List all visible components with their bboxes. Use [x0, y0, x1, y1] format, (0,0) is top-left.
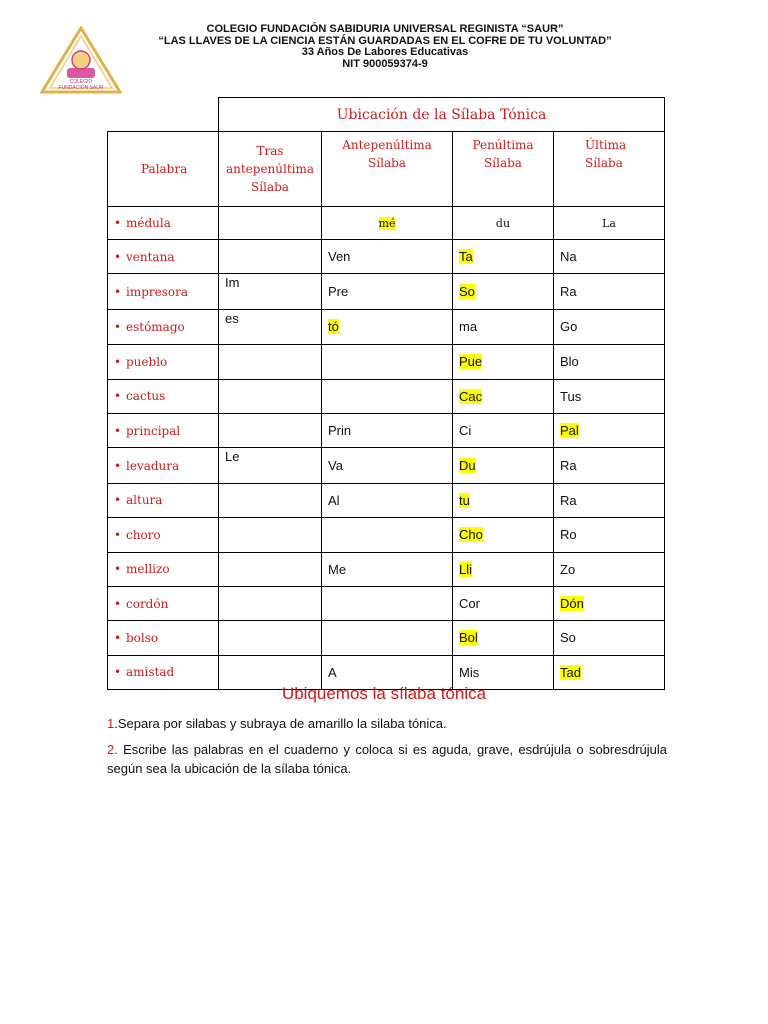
- syllable-text: Blo: [560, 354, 579, 370]
- syllable-text: mé: [378, 216, 396, 230]
- syllable-cell-c3: [453, 518, 554, 552]
- syllable-cell-c1: [219, 274, 322, 309]
- syllable-cell-c3: [453, 207, 554, 240]
- syllable-text: Ra: [560, 458, 577, 474]
- syllable-cell-c4: [554, 274, 665, 309]
- table-corner: [108, 98, 219, 132]
- word-cell: [108, 345, 219, 379]
- header-palabra: Palabra: [108, 132, 219, 207]
- bullet-icon: •: [114, 319, 122, 334]
- word-cell: [108, 379, 219, 413]
- table-row: [108, 309, 665, 344]
- syllable-text: tu: [459, 492, 470, 508]
- word-cell: [108, 309, 219, 344]
- section-title: Ubiquemos la sílaba tónica: [281, 684, 487, 703]
- header-ultima-l1: Última: [585, 138, 627, 152]
- word-text: impresora: [126, 284, 189, 299]
- syllable-cell-c2: [322, 379, 453, 413]
- bullet-icon: •: [114, 596, 122, 611]
- word-text: estómago: [126, 319, 185, 334]
- header-trasantepenultima: [219, 132, 322, 207]
- table-row: [108, 448, 665, 483]
- table-row: [108, 207, 665, 240]
- syllable-cell-c2: [322, 518, 453, 552]
- syllable-cell-c1: [219, 448, 322, 483]
- bullet-icon: •: [114, 630, 122, 645]
- syllable-cell-c1: [219, 552, 322, 586]
- header-trasantepenultima-l3: Sílaba: [251, 180, 289, 194]
- syllable-text: Du: [459, 458, 476, 474]
- syllable-text: Pue: [459, 354, 483, 370]
- bullet-icon: •: [114, 562, 122, 577]
- school-name: COLEGIO FUNDACIÓN SABIDURIA UNIVERSAL REGINISTA “SAUR”: [206, 23, 564, 35]
- table-row: [108, 345, 665, 379]
- bullet-icon: •: [114, 354, 122, 369]
- table-row: [108, 379, 665, 413]
- word-text: amistad: [126, 665, 175, 680]
- syllable-text: Zo: [560, 561, 576, 577]
- syllable-cell-c3: [453, 274, 554, 309]
- syllable-text: Ro: [560, 527, 577, 543]
- syllable-cell-c3: [453, 552, 554, 586]
- syllable-cell-c3: [453, 483, 554, 517]
- syllable-text: Pre: [328, 284, 349, 300]
- syllable-cell-c1: [219, 345, 322, 379]
- syllable-text: du: [495, 216, 511, 230]
- syllable-cell-c1: [219, 379, 322, 413]
- syllable-text: La: [602, 216, 616, 230]
- syllable-text: So: [459, 284, 475, 300]
- syllable-cell-c1: [219, 483, 322, 517]
- syllable-text: ma: [459, 319, 478, 335]
- syllable-cell-c4: [554, 552, 665, 586]
- word-cell: [108, 274, 219, 309]
- syllable-cell-c2: [322, 413, 453, 447]
- table-row: [108, 413, 665, 447]
- bullet-icon: •: [114, 665, 122, 680]
- syllable-cell-c2: [322, 274, 453, 309]
- syllable-cell-c4: [554, 586, 665, 620]
- syllable-text: Tad: [560, 664, 581, 680]
- word-text: cactus: [126, 389, 166, 404]
- syllable-text: Cho: [459, 527, 483, 543]
- word-text: mellizo: [126, 562, 170, 577]
- table-row: [108, 240, 665, 274]
- bullet-icon: •: [114, 389, 122, 404]
- syllable-text: Pal: [560, 423, 579, 439]
- syllable-cell-c1: [219, 518, 322, 552]
- syllable-cell-c4: [554, 413, 665, 447]
- header-trasantepenultima-l2: antepenúltima: [225, 162, 315, 176]
- word-text: ventana: [126, 249, 175, 264]
- word-cell: [108, 586, 219, 620]
- instruction-1: [107, 714, 667, 733]
- syllable-cell-c2: [322, 345, 453, 379]
- bullet-icon: •: [114, 458, 122, 473]
- syllable-text: A: [328, 664, 337, 680]
- syllable-cell-c3: [453, 309, 554, 344]
- syllable-text: Lli: [459, 561, 473, 577]
- syllable-cell-c2: [322, 586, 453, 620]
- table-title: Ubicación de la Sílaba Tónica: [219, 98, 665, 132]
- syllable-cell-c1: [219, 240, 322, 274]
- school-motto: “LAS LLAVES DE LA CIENCIA ESTÁN GUARDADAS EN EL COFRE DE TU VOLUNTAD”: [158, 34, 612, 47]
- word-cell: [108, 240, 219, 274]
- logo-top-text: COLEGIO: [69, 79, 93, 85]
- syllable-cell-c1: [219, 621, 322, 655]
- logo-bottom-text: FUNDACIÓN SAUR: [58, 85, 104, 91]
- school-nit: NIT 900059374-9: [342, 57, 428, 70]
- syllable-text: Ci: [459, 423, 472, 439]
- syllable-text: Im: [225, 275, 240, 291]
- school-years: 33 Años De Labores Educativas: [301, 46, 469, 58]
- table-row: [108, 621, 665, 655]
- table-row: [108, 552, 665, 586]
- header-antepenultima-l2: Sílaba: [368, 156, 406, 170]
- syllable-cell-c4: [554, 448, 665, 483]
- bullet-icon: •: [114, 216, 122, 230]
- word-text: levadura: [126, 458, 180, 473]
- header-ultima-l2: Sílaba: [585, 156, 623, 170]
- syllable-cell-c2: [322, 483, 453, 517]
- syllable-cell-c4: [554, 379, 665, 413]
- instruction-2: [107, 740, 667, 778]
- header-trasantepenultima-l1: Tras: [256, 144, 284, 158]
- syllable-text: tó: [328, 319, 339, 335]
- syllable-text: Prin: [328, 423, 352, 439]
- syllable-text: Me: [328, 561, 347, 577]
- bullet-icon: •: [114, 284, 122, 299]
- syllable-cell-c3: [453, 379, 554, 413]
- syllable-cell-c4: [554, 240, 665, 274]
- header-penultima-l1: Penúltima: [472, 138, 534, 152]
- table-row: [108, 586, 665, 620]
- syllable-text: Mis: [459, 664, 480, 680]
- word-cell: [108, 448, 219, 483]
- syllable-cell-c3: [453, 586, 554, 620]
- instruction-2-text: Escribe las palabras en el cuaderno y coloca si es aguda, grave, esdrújula o sobresdrújula según sea la ubicación de la sílaba tónica.: [107, 742, 667, 776]
- header-penultima: [453, 132, 554, 207]
- syllable-text: Ven: [328, 249, 351, 265]
- syllable-cell-c3: [453, 413, 554, 447]
- instruction-2-number: 2.: [107, 742, 118, 757]
- syllable-text: Ta: [459, 249, 473, 265]
- syllable-text: Na: [560, 249, 577, 265]
- syllable-cell-c3: [453, 621, 554, 655]
- syllable-cell-c2: [322, 552, 453, 586]
- syllable-table: [107, 97, 665, 690]
- syllable-text: Le: [225, 449, 240, 465]
- table-row: [108, 483, 665, 517]
- header-antepenultima: [322, 132, 453, 207]
- syllable-cell-c2: [322, 621, 453, 655]
- school-logo: [40, 26, 122, 94]
- instruction-1-text: .Separa por silabas y subraya de amarillo la silaba tónica.: [114, 716, 447, 731]
- word-text: bolso: [126, 630, 159, 645]
- syllable-cell-c1: [219, 586, 322, 620]
- syllable-cell-c1: [219, 309, 322, 344]
- syllable-cell-c2: [322, 448, 453, 483]
- word-cell: [108, 207, 219, 240]
- syllable-text: Ra: [560, 492, 577, 508]
- word-cell: [108, 518, 219, 552]
- syllable-text: es: [225, 310, 239, 326]
- syllable-text: Al: [328, 492, 340, 508]
- word-cell: [108, 552, 219, 586]
- syllable-cell-c3: [453, 240, 554, 274]
- bullet-icon: •: [114, 527, 122, 542]
- word-text: altura: [126, 493, 163, 508]
- syllable-cell-c2: [322, 207, 453, 240]
- syllable-cell-c1: [219, 413, 322, 447]
- syllable-cell-c4: [554, 518, 665, 552]
- word-text: principal: [126, 423, 181, 438]
- word-text: pueblo: [126, 354, 168, 369]
- syllable-text: So: [560, 630, 576, 646]
- syllable-cell-c1: [219, 207, 322, 240]
- header-antepenultima-l1: Antepenúltima: [342, 138, 432, 152]
- syllable-text: Ra: [560, 284, 577, 300]
- syllable-text: Bol: [459, 630, 478, 646]
- bullet-icon: •: [114, 493, 122, 508]
- syllable-text: Cor: [459, 596, 480, 612]
- bullet-icon: •: [114, 249, 122, 264]
- syllable-text: Va: [328, 458, 343, 474]
- syllable-cell-c4: [554, 621, 665, 655]
- bullet-icon: •: [114, 423, 122, 438]
- word-cell: [108, 483, 219, 517]
- syllable-cell-c4: [554, 483, 665, 517]
- word-cell: [108, 621, 219, 655]
- document-header: [130, 24, 640, 70]
- header-ultima: [554, 132, 665, 207]
- syllable-text: Cac: [459, 388, 483, 404]
- word-text: choro: [126, 527, 161, 542]
- table-row: [108, 274, 665, 309]
- syllable-text: Go: [560, 319, 578, 335]
- syllable-cell-c4: [554, 345, 665, 379]
- syllable-cell-c4: [554, 309, 665, 344]
- word-cell: [108, 413, 219, 447]
- word-text: médula: [126, 216, 171, 230]
- table-row: [108, 518, 665, 552]
- word-text: cordón: [126, 596, 169, 611]
- syllable-cell-c3: [453, 345, 554, 379]
- instruction-1-number: 1: [107, 716, 115, 731]
- syllable-cell-c2: [322, 309, 453, 344]
- syllable-cell-c4: [554, 207, 665, 240]
- syllable-cell-c3: [453, 448, 554, 483]
- table-body: [108, 207, 665, 690]
- syllable-text: Dón: [560, 596, 584, 612]
- syllable-cell-c2: [322, 240, 453, 274]
- header-penultima-l2: Sílaba: [484, 156, 522, 170]
- syllable-text: Tus: [560, 388, 582, 404]
